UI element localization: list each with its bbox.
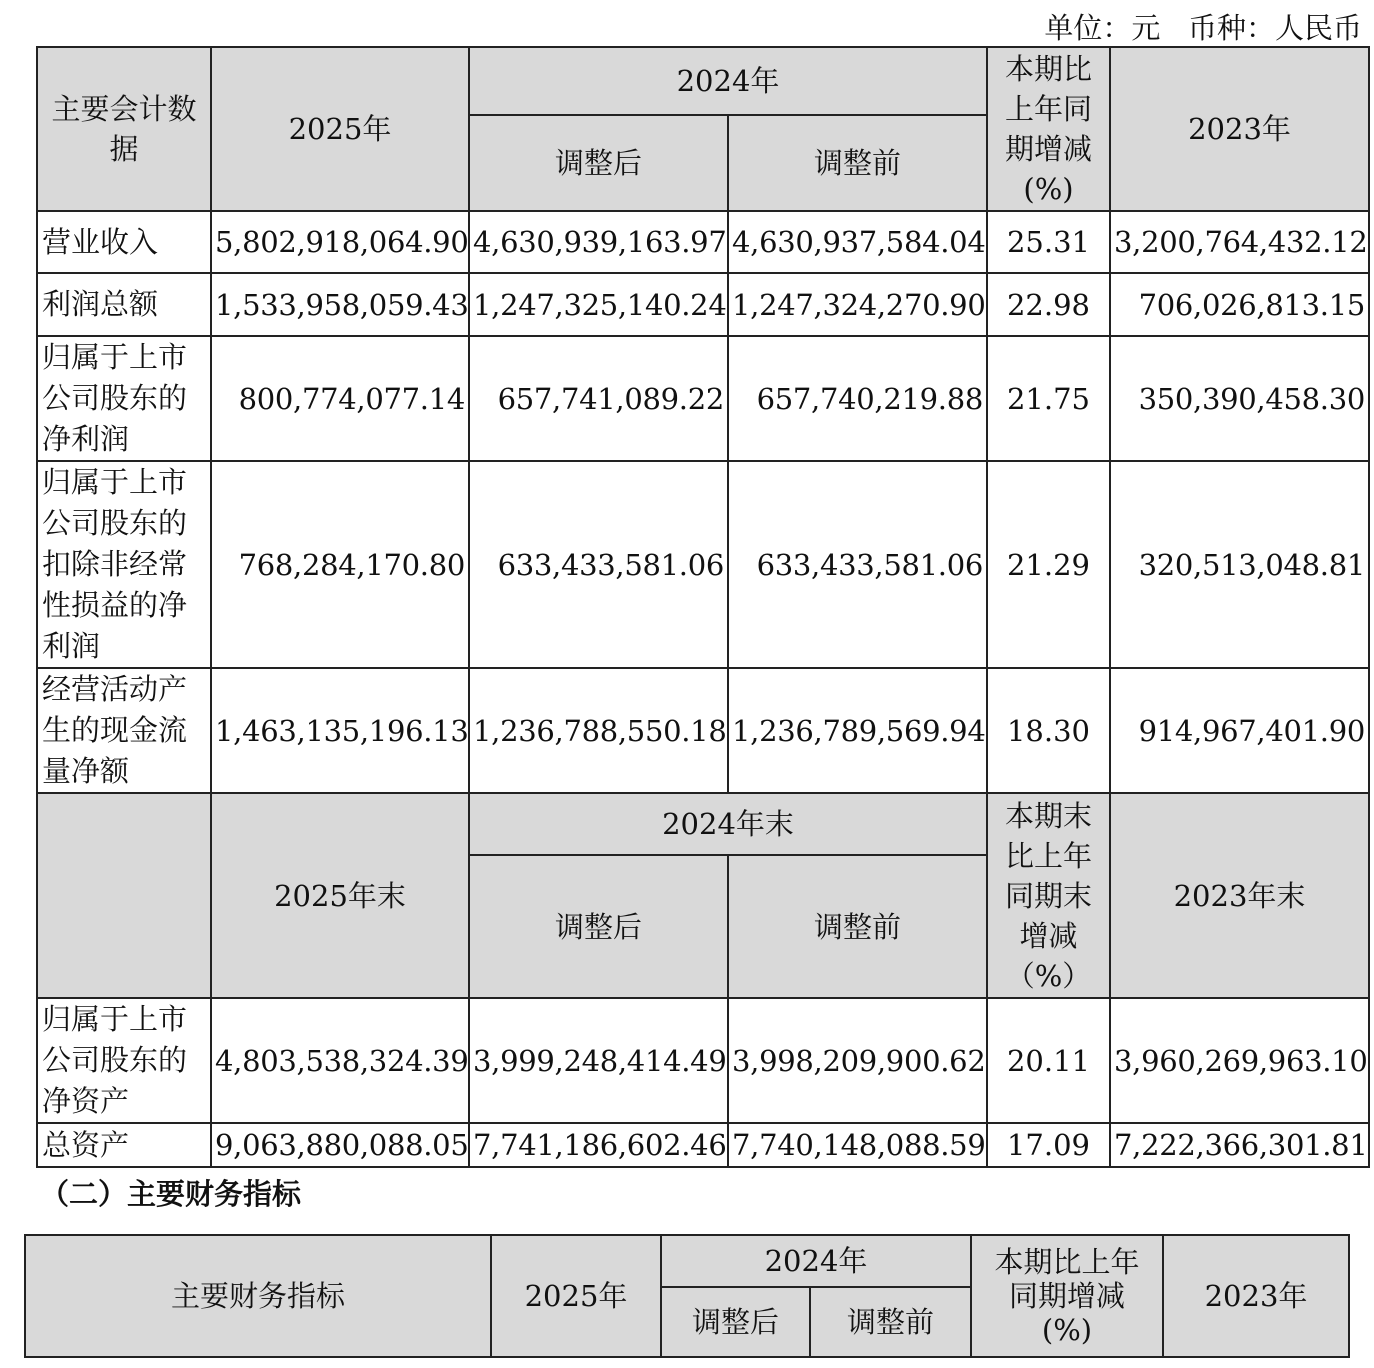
main-accounting-data-table: [36, 46, 1370, 1168]
value-2024-after: 1,247,325,140.24: [469, 273, 728, 336]
value-2024-end-after: 3,999,248,414.49: [469, 998, 728, 1123]
row-label: 利润总额: [37, 273, 211, 336]
header-adjusted-after: 调整后: [469, 115, 728, 211]
key-financial-indicators-table: [24, 1234, 1350, 1358]
value-2024-after: 657,741,089.22: [469, 336, 728, 461]
row-label: 归属于上市公司股东的净利润: [37, 336, 211, 461]
table-row: [37, 461, 1369, 668]
value-2024-after: 1,236,788,550.18: [469, 668, 728, 793]
value-change: 17.09: [987, 1123, 1110, 1167]
value-2024-before: 4,630,937,584.04: [728, 211, 987, 273]
value-2025-end: 9,063,880,088.05: [211, 1123, 469, 1167]
unit-currency-note: 单位：元 币种：人民币: [1044, 11, 1362, 45]
value-change: 21.75: [987, 336, 1110, 461]
header-adjusted-before: 调整前: [810, 1287, 971, 1357]
header2-2023-end: 2023年末: [1110, 793, 1369, 998]
header-adjusted-before: 调整前: [728, 115, 987, 211]
header2-2025-end: 2025年末: [211, 793, 469, 998]
value-2025: 1,533,958,059.43: [211, 273, 469, 336]
header-main-accounting-data: 主要会计数据: [37, 47, 211, 211]
value-2023: 3,200,764,432.12: [1110, 211, 1369, 273]
header-2025: 2025年: [211, 47, 469, 211]
value-2024-end-before: 7,740,148,088.59: [728, 1123, 987, 1167]
table-row: [37, 273, 1369, 336]
value-2024-end-after: 7,741,186,602.46: [469, 1123, 728, 1167]
value-2024-before: 633,433,581.06: [728, 461, 987, 668]
value-2023-end: 7,222,366,301.81: [1110, 1123, 1369, 1167]
header2-label: [37, 793, 211, 998]
header-yoy-change: 本期比上年同期增减(%): [971, 1235, 1163, 1357]
value-2024-end-before: 3,998,209,900.62: [728, 998, 987, 1123]
value-2024-before: 1,236,789,569.94: [728, 668, 987, 793]
value-change: 22.98: [987, 273, 1110, 336]
value-change: 25.31: [987, 211, 1110, 273]
row-label: 营业收入: [37, 211, 211, 273]
row-label: 经营活动产生的现金流量净额: [37, 668, 211, 793]
table-row: [37, 1123, 1369, 1167]
value-change: 20.11: [987, 998, 1110, 1123]
header-2025: 2025年: [491, 1235, 661, 1357]
header-2023: 2023年: [1163, 1235, 1349, 1357]
table-row: [37, 336, 1369, 461]
value-2024-after: 633,433,581.06: [469, 461, 728, 668]
header2-adjusted-before: 调整前: [728, 855, 987, 998]
header-yoy-change: 本期比上年同期增减(%): [987, 47, 1110, 211]
header-key-financial-indicators: 主要财务指标: [25, 1235, 491, 1357]
header-adjusted-after: 调整后: [661, 1287, 810, 1357]
value-2023: 706,026,813.15: [1110, 273, 1369, 336]
header-2024: 2024年: [469, 47, 987, 115]
header2-yoy-change: 本期末比上年同期末增减（%）: [987, 793, 1110, 998]
value-2025: 800,774,077.14: [211, 336, 469, 461]
value-change: 21.29: [987, 461, 1110, 668]
section-title-key-financial-indicators: （二）主要财务指标: [40, 1177, 302, 1211]
value-2023: 320,513,048.81: [1110, 461, 1369, 668]
value-2025: 1,463,135,196.13: [211, 668, 469, 793]
row-label: 总资产: [37, 1123, 211, 1167]
table-row: [37, 668, 1369, 793]
row-label: 归属于上市公司股东的扣除非经常性损益的净利润: [37, 461, 211, 668]
value-2024-before: 1,247,324,270.90: [728, 273, 987, 336]
value-2025: 768,284,170.80: [211, 461, 469, 668]
header-2024: 2024年: [661, 1235, 971, 1287]
header-2023: 2023年: [1110, 47, 1369, 211]
table-row: [37, 998, 1369, 1123]
value-2023: 350,390,458.30: [1110, 336, 1369, 461]
value-2024-before: 657,740,219.88: [728, 336, 987, 461]
header2-2024-end: 2024年末: [469, 793, 987, 855]
value-2025-end: 4,803,538,324.39: [211, 998, 469, 1123]
header2-adjusted-after: 调整后: [469, 855, 728, 998]
value-change: 18.30: [987, 668, 1110, 793]
value-2024-after: 4,630,939,163.97: [469, 211, 728, 273]
value-2023: 914,967,401.90: [1110, 668, 1369, 793]
table-row: [37, 211, 1369, 273]
value-2025: 5,802,918,064.90: [211, 211, 469, 273]
row-label: 归属于上市公司股东的净资产: [37, 998, 211, 1123]
value-2023-end: 3,960,269,963.10: [1110, 998, 1369, 1123]
